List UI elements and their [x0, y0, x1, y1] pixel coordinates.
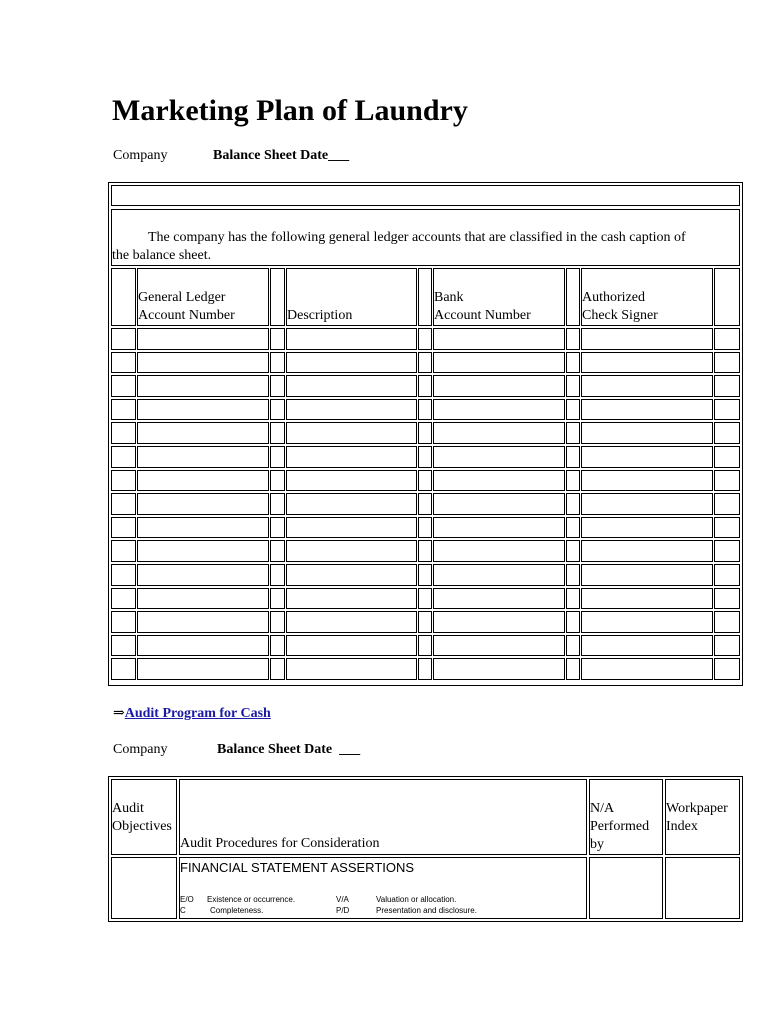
col-gl-line1: General Ledger [138, 290, 226, 305]
table-cell [433, 470, 565, 491]
table-cell [714, 517, 740, 538]
table-cell [714, 611, 740, 633]
col-wp-line2: Index [666, 819, 698, 834]
table-cell [581, 493, 713, 515]
table-cell [137, 399, 269, 420]
intro-text: The company has the following general ledger accounts that are classified in the cash caption of [148, 230, 686, 245]
table-cell [433, 517, 565, 538]
table-cell [714, 635, 740, 656]
table-cell [270, 517, 285, 538]
table-cell [433, 611, 565, 633]
table-cell [111, 446, 136, 468]
company-label: Company [113, 148, 168, 163]
table-cell [286, 399, 417, 420]
table-cell [433, 352, 565, 373]
table-cell [270, 446, 285, 468]
table-cell [286, 470, 417, 491]
table-cell [714, 470, 740, 491]
table-cell [137, 470, 269, 491]
col-na-line1: N/A [590, 801, 615, 816]
table-cell [270, 352, 285, 373]
table-cell [418, 635, 432, 656]
legend-eo-code: E/O [180, 895, 194, 904]
table-cell [433, 658, 565, 680]
table-cell [418, 588, 432, 609]
col-na-line2: Performed [590, 819, 650, 834]
table-cell [418, 470, 432, 491]
table-cell [286, 375, 417, 397]
table-cell [714, 422, 740, 444]
table-cell [286, 446, 417, 468]
table-cell [137, 635, 269, 656]
table-cell [714, 564, 740, 586]
table-cell [566, 588, 580, 609]
table-cell [566, 328, 580, 350]
table-cell [714, 352, 740, 373]
table-cell [714, 658, 740, 680]
table-cell [137, 517, 269, 538]
legend-pd-code: P/D [336, 906, 350, 915]
col-na-line3: by [590, 837, 604, 852]
table-cell [270, 564, 285, 586]
table-cell [270, 470, 285, 491]
table-cell [137, 375, 269, 397]
table-cell [418, 658, 432, 680]
table-cell [418, 564, 432, 586]
table-cell [581, 635, 713, 656]
col-bank-line2: Account Number [434, 308, 531, 323]
col-description: Description [287, 308, 353, 323]
table-cell [566, 658, 580, 680]
table-cell [137, 352, 269, 373]
table-cell [714, 446, 740, 468]
table-cell [111, 588, 136, 609]
table-cell [433, 328, 565, 350]
table-cell [418, 352, 432, 373]
table-cell [270, 375, 285, 397]
page-title: Marketing Plan of Laundry [112, 94, 468, 127]
table-cell [137, 611, 269, 633]
table-cell [286, 493, 417, 515]
table-cell [111, 399, 136, 420]
table-cell [581, 540, 713, 562]
table-cell [137, 493, 269, 515]
table-cell [418, 611, 432, 633]
table-cell [137, 446, 269, 468]
table-cell [418, 446, 432, 468]
table-cell [111, 328, 136, 350]
table-cell [111, 470, 136, 491]
table-cell [286, 328, 417, 350]
table-cell [714, 493, 740, 515]
header-cell [566, 268, 580, 326]
table-cell [111, 422, 136, 444]
table-cell [111, 493, 136, 515]
table-cell [566, 517, 580, 538]
table-cell [270, 493, 285, 515]
table-cell [566, 540, 580, 562]
table-cell [286, 588, 417, 609]
col-gl-line2: Account Number [138, 308, 235, 323]
intro-text-cont: the balance sheet. [112, 248, 212, 263]
col-bank-line1: Bank [434, 290, 464, 305]
table-cell [286, 352, 417, 373]
table-cell [270, 635, 285, 656]
table-cell [286, 422, 417, 444]
table-cell [111, 540, 136, 562]
table-cell [270, 588, 285, 609]
table-cell [137, 588, 269, 609]
table-cell [433, 493, 565, 515]
company-label-2: Company [113, 742, 168, 757]
arrow-icon: ⇒ [113, 706, 125, 721]
table-cell [433, 399, 565, 420]
table-cell [270, 658, 285, 680]
table-cell [286, 635, 417, 656]
table-cell [111, 352, 136, 373]
table-cell [111, 635, 136, 656]
table-cell [286, 540, 417, 562]
legend-pd-text: Presentation and disclosure. [376, 906, 477, 915]
col-auth-line1: Authorized [582, 290, 645, 305]
table-cell [111, 658, 136, 680]
table-cell [433, 564, 565, 586]
legend-eo-text: Existence or occurrence. [207, 895, 296, 904]
table-cell [137, 540, 269, 562]
table-cell [111, 517, 136, 538]
table-cell [581, 658, 713, 680]
table-cell [566, 635, 580, 656]
table-cell [137, 658, 269, 680]
table-cell [581, 588, 713, 609]
assertions-na-cell [589, 857, 663, 919]
table-cell [433, 588, 565, 609]
table-cell [581, 399, 713, 420]
table-cell [270, 422, 285, 444]
table-cell [418, 422, 432, 444]
table-cell [566, 399, 580, 420]
table-cell [286, 658, 417, 680]
audit-program-link[interactable]: Audit Program for Cash [124, 706, 271, 721]
table-cell [270, 328, 285, 350]
table-cell [418, 493, 432, 515]
balance-sheet-date-label: Balance Sheet Date___ [213, 148, 350, 163]
table-cell [714, 375, 740, 397]
assertions-wp-cell [665, 857, 740, 919]
col-obj-line1: Audit [112, 801, 144, 816]
table-cell [566, 470, 580, 491]
legend-c-text: Completeness. [210, 906, 264, 915]
header-cell [270, 268, 285, 326]
table-cell [418, 328, 432, 350]
col-procedures: Audit Procedures for Consideration [180, 836, 380, 851]
table-cell [270, 611, 285, 633]
table-cell [286, 517, 417, 538]
col-obj-line2: Objectives [112, 819, 172, 834]
assertions-obj-cell [111, 857, 177, 919]
table-cell [418, 399, 432, 420]
assertions-heading: FINANCIAL STATEMENT ASSERTIONS [180, 860, 415, 875]
table-cell [566, 422, 580, 444]
balance-sheet-date-label-2: Balance Sheet Date ___ [217, 742, 361, 757]
table-cell [433, 422, 565, 444]
table-cell [566, 493, 580, 515]
table-cell [111, 375, 136, 397]
table-cell [270, 399, 285, 420]
header-cell [714, 268, 740, 326]
table-cell [433, 635, 565, 656]
table-cell [418, 375, 432, 397]
table-cell [581, 328, 713, 350]
table-cell [286, 611, 417, 633]
table-cell [714, 399, 740, 420]
legend-c-code: C [180, 906, 186, 915]
table-cell [566, 611, 580, 633]
table-cell [714, 588, 740, 609]
table-cell [714, 540, 740, 562]
table-cell [137, 564, 269, 586]
table-cell [581, 352, 713, 373]
col-auth-line2: Check Signer [582, 308, 658, 323]
table-cell [137, 422, 269, 444]
table-cell [566, 446, 580, 468]
col-wp-line1: Workpaper [666, 801, 728, 816]
table-cell [581, 611, 713, 633]
table-cell [566, 352, 580, 373]
table-cell [270, 540, 285, 562]
header-cell [418, 268, 432, 326]
table-cell [137, 328, 269, 350]
table-cell [581, 375, 713, 397]
table-cell [433, 375, 565, 397]
table-cell [433, 540, 565, 562]
table-cell [111, 564, 136, 586]
legend-va-code: V/A [336, 895, 349, 904]
table-cell [566, 564, 580, 586]
table-banner-row [111, 185, 740, 206]
table-cell [566, 375, 580, 397]
audit-program-link-row [113, 705, 271, 722]
legend-va-text: Valuation or allocation. [376, 895, 457, 904]
header-cell [111, 268, 136, 326]
table-cell [418, 540, 432, 562]
table-cell [286, 564, 417, 586]
table-cell [418, 517, 432, 538]
table-cell [581, 517, 713, 538]
table-cell [433, 446, 565, 468]
table-cell [714, 328, 740, 350]
table-cell [581, 422, 713, 444]
table-cell [581, 470, 713, 491]
table-cell [111, 611, 136, 633]
table-cell [581, 564, 713, 586]
table-cell [581, 446, 713, 468]
